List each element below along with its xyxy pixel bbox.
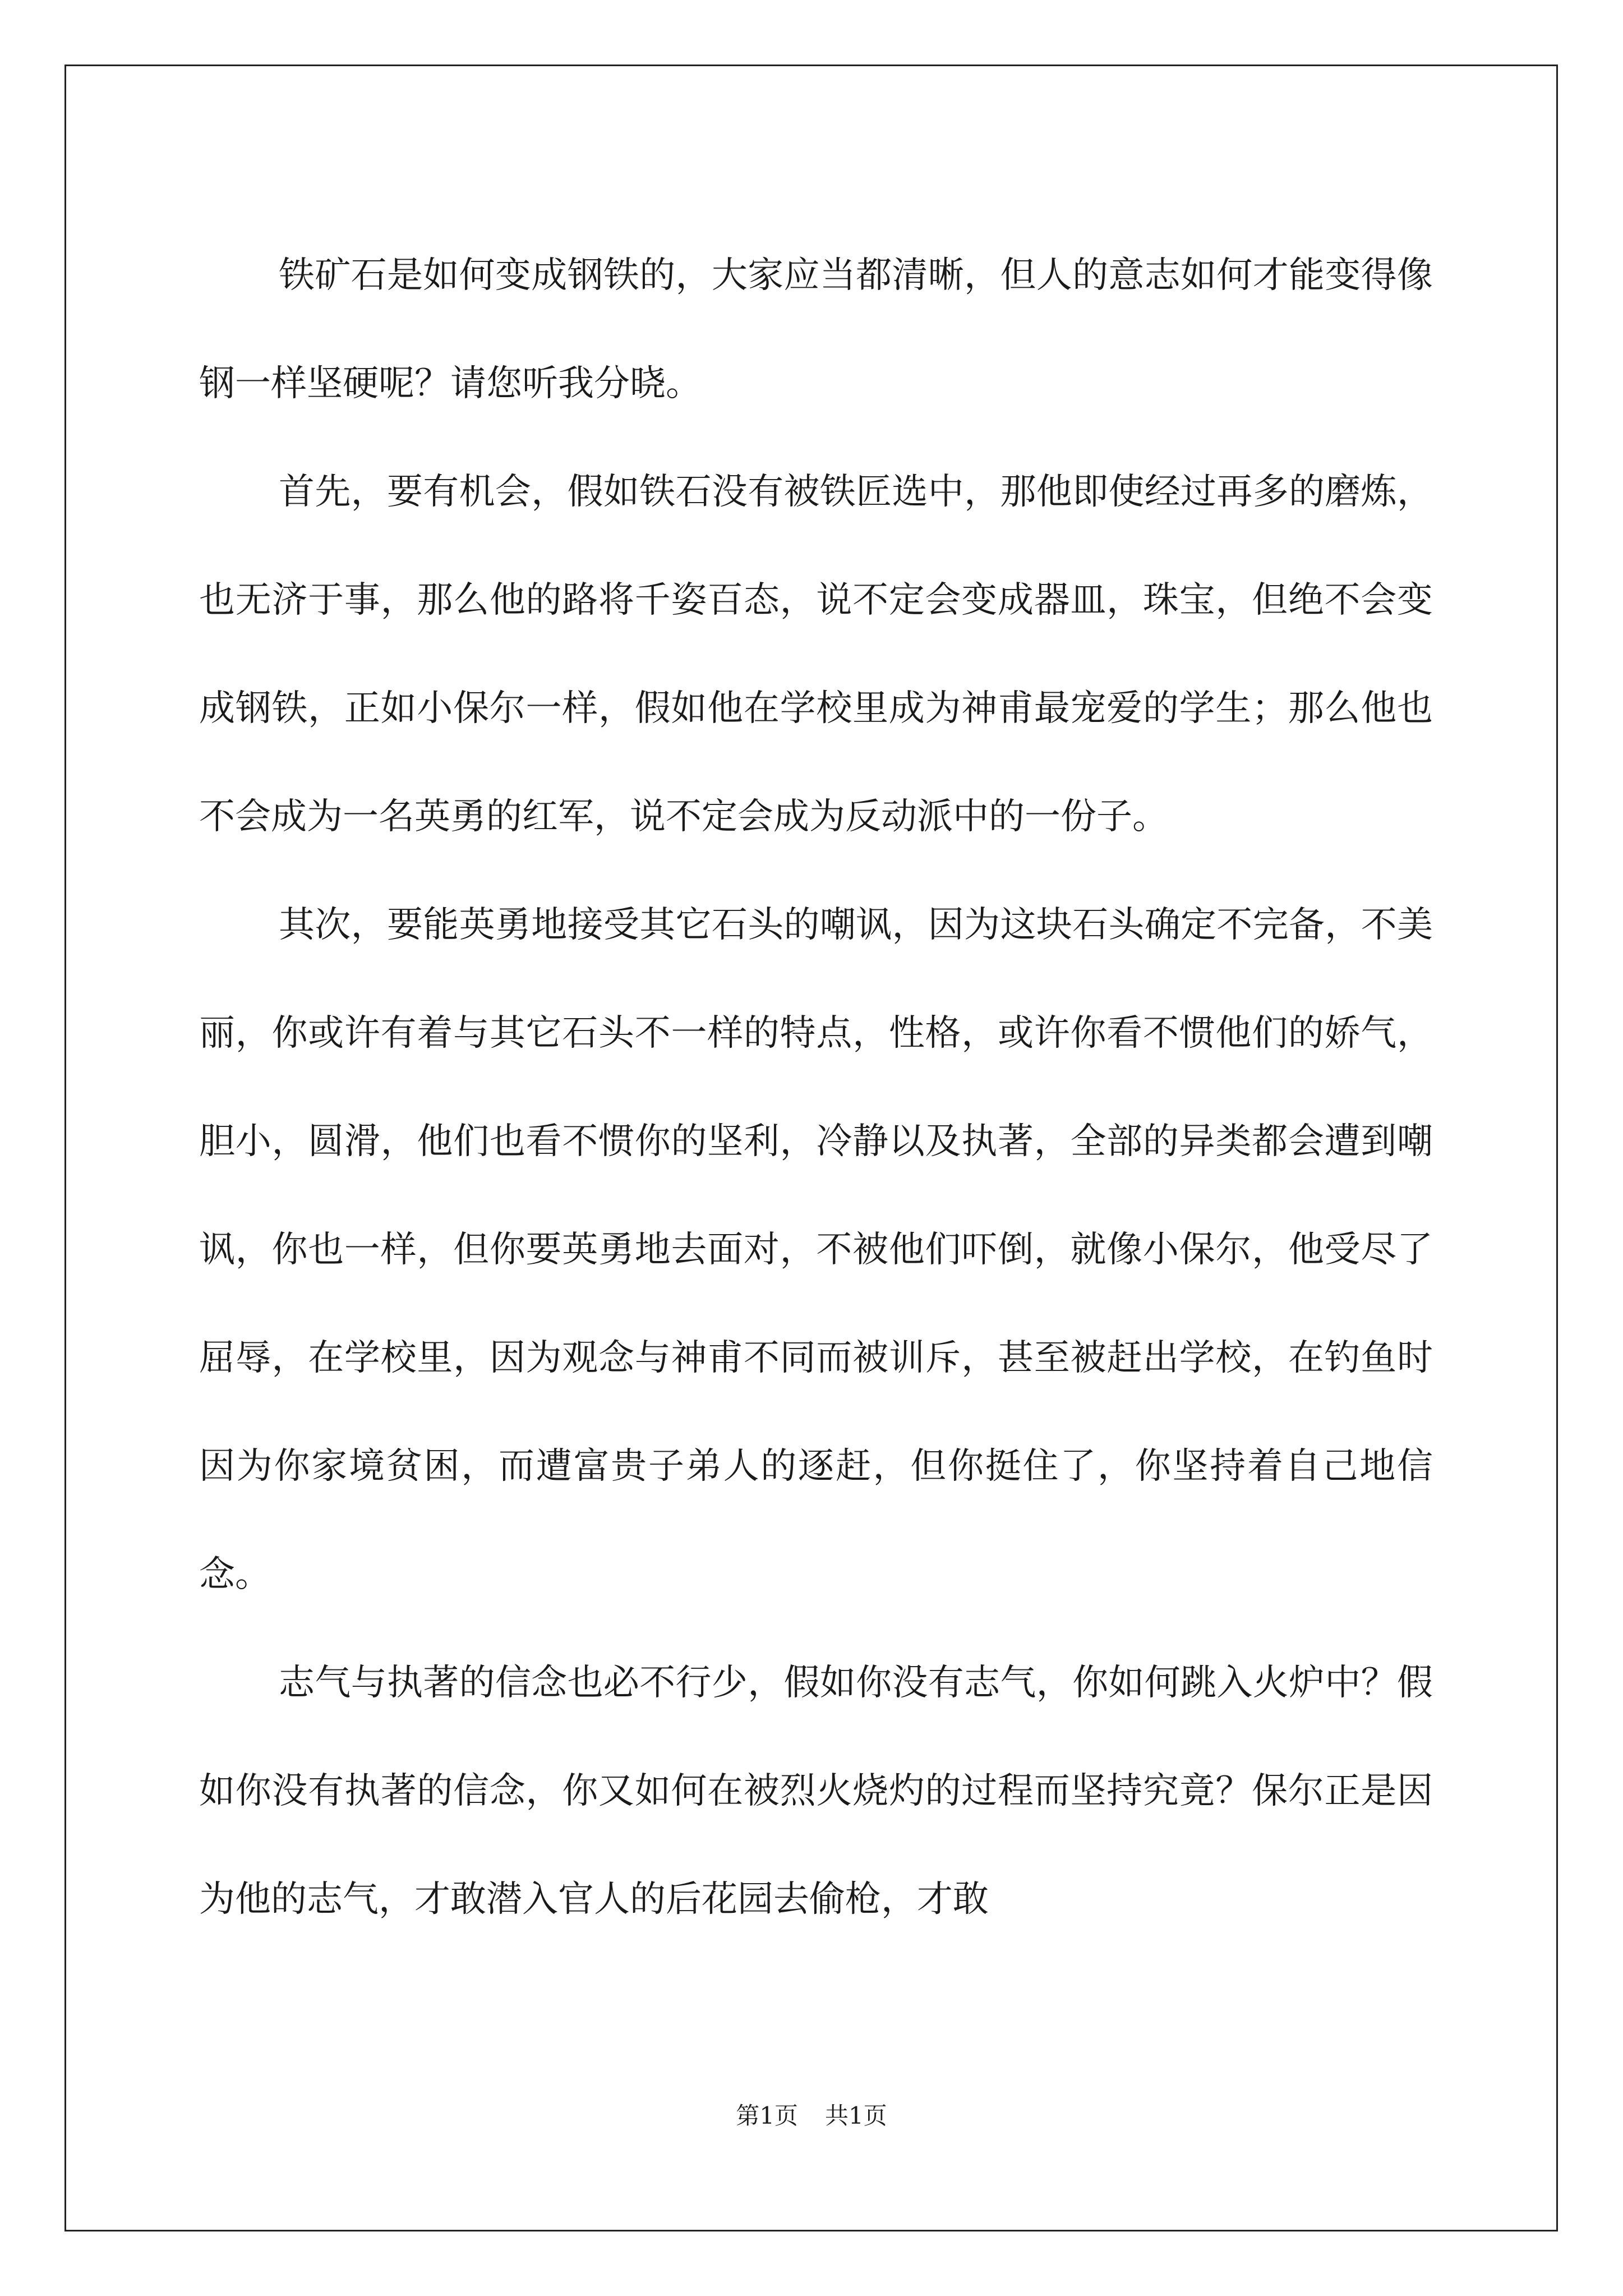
page-number-current: 第1页 [736, 2102, 798, 2129]
page-footer [0, 2099, 1623, 2133]
document-body [199, 222, 1433, 1954]
page-number-total: 共1页 [825, 2102, 887, 2129]
paragraph-3: 其次，要能英勇地接受其它石头的嘲讽，因为这块石头确定不完备，不美丽，你或许有着与其它石头不一样的特点，性格，或许你看不惯他们的娇气，胆小，圆滑，他们也看不惯你的坚利，冷静以及执著，全部的异类都会遭到嘲讽，你也一样，但你要英勇地去面对，不被他们吓倒，就像小保尔，他受尽了屈辱，在学校里，因为观念与神甫不同而被训斥，甚至被赶出学校，在钓鱼时因为你家境贫困，而遭富贵子弟人的逐赶，但你挺住了，你坚持着自己地信念。 [199, 904, 1433, 1595]
paragraph-2: 首先，要有机会，假如铁石没有被铁匠选中，那他即使经过再多的磨炼，也无济于事，那么他的路将千姿百态，说不定会变成器皿，珠宝，但绝不会变成钢铁，正如小保尔一样，假如他在学校里成为神甫最宠爱的学生；那么他也不会成为一名英勇的红军，说不定会成为反动派中的一份子。 [199, 471, 1433, 838]
paragraph-1: 铁矿石是如何变成钢铁的，大家应当都清晰，但人的意志如何才能变得像钢一样坚硬呢？请您听我分晓。 [199, 255, 1433, 404]
paragraph-4: 志气与执著的信念也必不行少，假如你没有志气，你如何跳入火炉中？假如你没有执著的信念，你又如何在被烈火烧灼的过程而坚持究竟？保尔正是因为他的志气，才敢潜入官人的后花园去偷枪，才敢 [199, 1662, 1433, 1920]
